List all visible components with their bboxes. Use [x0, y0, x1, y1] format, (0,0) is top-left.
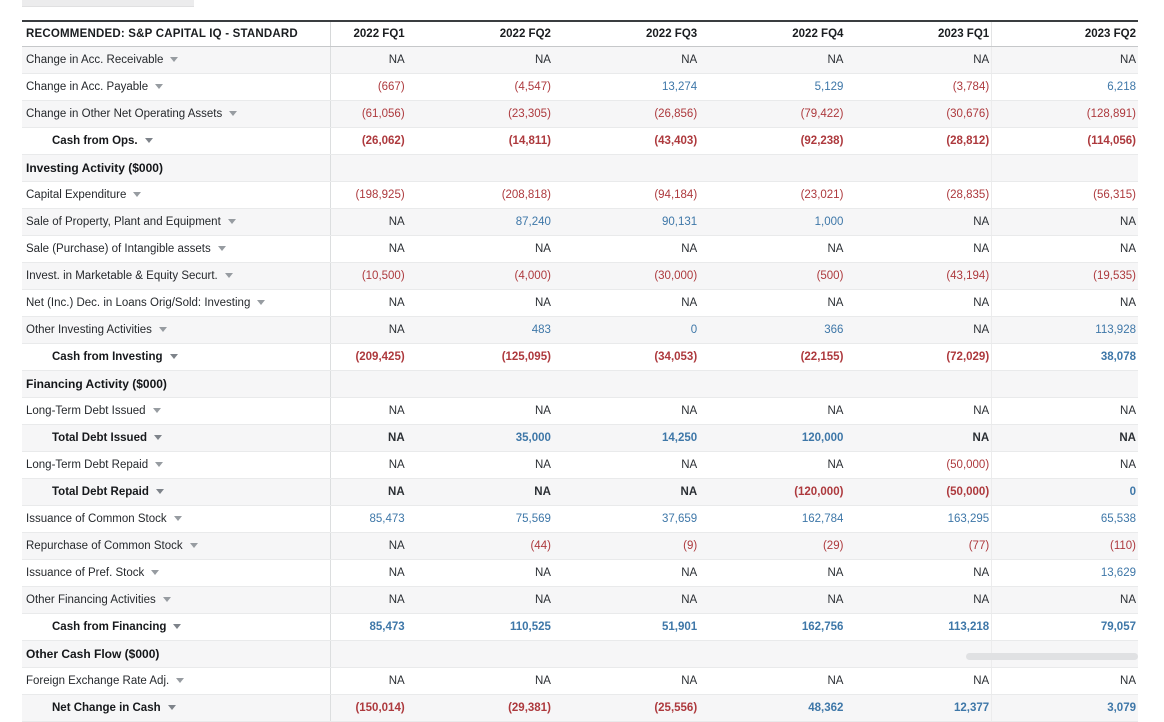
value-cell: NA: [699, 668, 845, 695]
value-cell: 163,295: [845, 506, 991, 533]
value-cell: [992, 371, 1138, 398]
column-header-2022-fq2: 2022 FQ2: [407, 21, 553, 47]
row-label: Net Change in Cash: [52, 702, 161, 714]
value-cell: 162,784: [699, 506, 845, 533]
row-label: Long-Term Debt Issued: [26, 405, 146, 417]
value-cell: (30,000): [553, 263, 699, 290]
value-cell: 113,928: [992, 317, 1138, 344]
row-label: Cash from Financing: [52, 621, 167, 633]
dropdown-caret-icon[interactable]: [163, 597, 171, 602]
dropdown-caret-icon[interactable]: [133, 192, 141, 197]
value-cell: NA: [845, 236, 991, 263]
row-label-cell: [22, 263, 331, 290]
value-cell: (198,925): [331, 182, 407, 209]
value-cell: (128,891): [992, 101, 1138, 128]
value-cell: NA: [331, 47, 407, 74]
table-row: [22, 533, 1138, 560]
row-label: Capital Expenditure: [26, 189, 127, 201]
dropdown-caret-icon[interactable]: [154, 435, 162, 440]
row-label-cell: [22, 533, 331, 560]
value-cell: (30,676): [845, 101, 991, 128]
row-label-cell: [22, 506, 331, 533]
row-label: Change in Acc. Receivable: [26, 54, 164, 66]
dropdown-caret-icon[interactable]: [153, 408, 161, 413]
value-cell: (150,014): [331, 695, 407, 722]
value-cell: [553, 155, 699, 182]
value-cell: (125,095): [407, 344, 553, 371]
column-header-2022-fq3: 2022 FQ3: [553, 21, 699, 47]
value-cell: 120,000: [699, 425, 845, 452]
value-cell: NA: [331, 425, 407, 452]
table-row: [22, 290, 1138, 317]
table-row: [22, 344, 1138, 371]
value-cell: NA: [331, 479, 407, 506]
row-label: Total Debt Issued: [52, 432, 147, 444]
row-label-cell: [22, 641, 331, 668]
financials-table: [22, 20, 1140, 722]
value-cell: NA: [699, 290, 845, 317]
row-label-cell: [22, 371, 331, 398]
value-cell: 5,129: [699, 74, 845, 101]
value-cell: (208,818): [407, 182, 553, 209]
value-cell: NA: [845, 560, 991, 587]
value-cell: NA: [699, 560, 845, 587]
value-cell: [699, 371, 845, 398]
row-label: Net (Inc.) Dec. in Loans Orig/Sold: Investing: [26, 297, 251, 309]
value-cell: 3,079: [992, 695, 1138, 722]
dropdown-caret-icon[interactable]: [228, 219, 236, 224]
value-cell: (92,238): [699, 128, 845, 155]
value-cell: (56,315): [992, 182, 1138, 209]
value-cell: [407, 641, 553, 668]
row-label-cell: [22, 128, 331, 155]
value-cell: NA: [992, 425, 1138, 452]
cropped-toolbar-edge: [22, 0, 194, 7]
horizontal-scrollbar-thumb[interactable]: [966, 653, 1138, 660]
dropdown-caret-icon[interactable]: [229, 111, 237, 116]
value-cell: (26,856): [553, 101, 699, 128]
value-cell: 79,057: [992, 614, 1138, 641]
dropdown-caret-icon[interactable]: [176, 678, 184, 683]
value-cell: (4,547): [407, 74, 553, 101]
row-label: Issuance of Common Stock: [26, 513, 167, 525]
header-row: [22, 21, 1138, 47]
value-cell: (114,056): [992, 128, 1138, 155]
dropdown-caret-icon[interactable]: [168, 705, 176, 710]
value-cell: NA: [331, 209, 407, 236]
value-cell: 0: [553, 317, 699, 344]
value-cell: NA: [331, 398, 407, 425]
value-cell: (79,422): [699, 101, 845, 128]
column-header-2022-fq1: 2022 FQ1: [331, 21, 407, 47]
value-cell: 85,473: [331, 506, 407, 533]
table-row: [22, 614, 1138, 641]
row-label: Other Cash Flow ($000): [26, 647, 160, 661]
value-cell: 90,131: [553, 209, 699, 236]
dropdown-caret-icon[interactable]: [159, 327, 167, 332]
value-cell: NA: [845, 587, 991, 614]
value-cell: NA: [331, 290, 407, 317]
value-cell: 65,538: [992, 506, 1138, 533]
value-cell: [553, 371, 699, 398]
value-cell: (94,184): [553, 182, 699, 209]
value-cell: (29): [699, 533, 845, 560]
row-label-cell: [22, 425, 331, 452]
value-cell: 35,000: [407, 425, 553, 452]
value-cell: NA: [845, 317, 991, 344]
table-row: [22, 182, 1138, 209]
value-cell: NA: [845, 425, 991, 452]
column-header-2023-fq2: 2023 FQ2: [992, 21, 1138, 47]
value-cell: NA: [699, 587, 845, 614]
value-cell: NA: [992, 209, 1138, 236]
row-label-cell: [22, 101, 331, 128]
value-cell: (50,000): [845, 452, 991, 479]
value-cell: 6,218: [992, 74, 1138, 101]
table-row: [22, 425, 1138, 452]
row-label-cell: [22, 560, 331, 587]
value-cell: NA: [699, 47, 845, 74]
value-cell: 13,274: [553, 74, 699, 101]
value-cell: (29,381): [407, 695, 553, 722]
value-cell: NA: [553, 452, 699, 479]
value-cell: NA: [553, 398, 699, 425]
row-label-cell: [22, 398, 331, 425]
table-row: [22, 317, 1138, 344]
value-cell: NA: [845, 209, 991, 236]
table-row: [22, 560, 1138, 587]
row-label: Cash from Ops.: [52, 135, 138, 147]
value-cell: [845, 155, 991, 182]
row-label-cell: [22, 614, 331, 641]
row-label-cell: [22, 344, 331, 371]
column-header-2022-fq4: 2022 FQ4: [699, 21, 845, 47]
value-cell: [331, 155, 407, 182]
value-cell: [699, 641, 845, 668]
section-header-row: [22, 155, 1138, 182]
table-row: [22, 128, 1138, 155]
row-label-cell: [22, 74, 331, 101]
table-row: [22, 236, 1138, 263]
row-label-cell: [22, 317, 331, 344]
value-cell: (22,155): [699, 344, 845, 371]
value-cell: [553, 641, 699, 668]
value-cell: (120,000): [699, 479, 845, 506]
value-cell: (77): [845, 533, 991, 560]
value-cell: 38,078: [992, 344, 1138, 371]
value-cell: NA: [553, 479, 699, 506]
value-cell: (23,305): [407, 101, 553, 128]
value-cell: NA: [845, 398, 991, 425]
value-cell: NA: [992, 587, 1138, 614]
dropdown-caret-icon[interactable]: [155, 84, 163, 89]
value-cell: NA: [407, 587, 553, 614]
row-label: Total Debt Repaid: [52, 486, 149, 498]
table-body: [22, 47, 1138, 722]
dropdown-caret-icon[interactable]: [257, 300, 265, 305]
row-label-cell: [22, 587, 331, 614]
value-cell: (28,835): [845, 182, 991, 209]
value-cell: [699, 155, 845, 182]
value-cell: 113,218: [845, 614, 991, 641]
row-label: Change in Other Net Operating Assets: [26, 108, 223, 120]
table-row: [22, 47, 1138, 74]
value-cell: (667): [331, 74, 407, 101]
table-row: [22, 695, 1138, 722]
table-row: [22, 398, 1138, 425]
row-label: Sale of Property, Plant and Equipment: [26, 216, 221, 228]
value-cell: 12,377: [845, 695, 991, 722]
value-cell: (10,500): [331, 263, 407, 290]
value-cell: NA: [553, 587, 699, 614]
value-cell: (61,056): [331, 101, 407, 128]
value-cell: [992, 155, 1138, 182]
table-row: [22, 74, 1138, 101]
value-cell: 14,250: [553, 425, 699, 452]
value-cell: NA: [407, 290, 553, 317]
table-row: [22, 209, 1138, 236]
dropdown-caret-icon[interactable]: [155, 462, 163, 467]
value-cell: (26,062): [331, 128, 407, 155]
value-cell: (23,021): [699, 182, 845, 209]
table-row: [22, 101, 1138, 128]
row-label-cell: [22, 209, 331, 236]
value-cell: [407, 371, 553, 398]
value-cell: NA: [331, 668, 407, 695]
dropdown-caret-icon[interactable]: [170, 57, 178, 62]
column-header-2023-fq1: 2023 FQ1: [845, 21, 991, 47]
value-cell: 483: [407, 317, 553, 344]
value-cell: NA: [331, 317, 407, 344]
row-label: Sale (Purchase) of Intangible assets: [26, 243, 211, 255]
value-cell: NA: [331, 236, 407, 263]
value-cell: (3,784): [845, 74, 991, 101]
cash-flow-table: [22, 20, 1138, 722]
row-label: Change in Acc. Payable: [26, 81, 149, 93]
row-label-cell: [22, 236, 331, 263]
value-cell: NA: [407, 398, 553, 425]
value-cell: 13,629: [992, 560, 1138, 587]
value-cell: NA: [553, 236, 699, 263]
value-cell: NA: [553, 668, 699, 695]
value-cell: (28,812): [845, 128, 991, 155]
value-cell: (43,194): [845, 263, 991, 290]
value-cell: NA: [331, 452, 407, 479]
value-cell: NA: [407, 47, 553, 74]
section-header-row: [22, 371, 1138, 398]
value-cell: NA: [699, 236, 845, 263]
dropdown-caret-icon[interactable]: [190, 543, 198, 548]
value-cell: NA: [331, 587, 407, 614]
row-label: Invest. in Marketable & Equity Securt.: [26, 270, 218, 282]
value-cell: (34,053): [553, 344, 699, 371]
value-cell: 37,659: [553, 506, 699, 533]
value-cell: NA: [992, 398, 1138, 425]
row-label-cell: [22, 47, 331, 74]
value-cell: (50,000): [845, 479, 991, 506]
value-cell: NA: [331, 560, 407, 587]
dropdown-caret-icon[interactable]: [173, 624, 181, 629]
value-cell: [331, 371, 407, 398]
value-cell: 85,473: [331, 614, 407, 641]
value-cell: 110,525: [407, 614, 553, 641]
dropdown-caret-icon[interactable]: [156, 489, 164, 494]
value-cell: (9): [553, 533, 699, 560]
row-label: Foreign Exchange Rate Adj.: [26, 675, 170, 687]
table-row: [22, 506, 1138, 533]
row-label: Other Investing Activities: [26, 324, 152, 336]
row-label: Financing Activity ($000): [26, 377, 167, 391]
value-cell: 48,362: [699, 695, 845, 722]
value-cell: [331, 641, 407, 668]
table-row: [22, 479, 1138, 506]
row-label: Long-Term Debt Repaid: [26, 459, 149, 471]
value-cell: NA: [553, 560, 699, 587]
value-cell: (4,000): [407, 263, 553, 290]
value-cell: NA: [407, 479, 553, 506]
value-cell: [407, 155, 553, 182]
value-cell: NA: [845, 668, 991, 695]
value-cell: NA: [553, 47, 699, 74]
row-label-cell: [22, 290, 331, 317]
value-cell: NA: [407, 668, 553, 695]
dropdown-caret-icon[interactable]: [174, 516, 182, 521]
value-cell: NA: [407, 452, 553, 479]
value-cell: 1,000: [699, 209, 845, 236]
value-cell: NA: [845, 47, 991, 74]
value-cell: (25,556): [553, 695, 699, 722]
value-cell: (14,811): [407, 128, 553, 155]
row-label-cell: [22, 182, 331, 209]
table-row: [22, 587, 1138, 614]
value-cell: NA: [553, 290, 699, 317]
value-cell: NA: [992, 47, 1138, 74]
value-cell: NA: [407, 236, 553, 263]
table-row: [22, 263, 1138, 290]
row-label: Investing Activity ($000): [26, 161, 163, 175]
value-cell: 162,756: [699, 614, 845, 641]
dropdown-caret-icon[interactable]: [218, 246, 226, 251]
row-label: Other Financing Activities: [26, 594, 156, 606]
table-row: [22, 452, 1138, 479]
value-cell: NA: [845, 290, 991, 317]
dropdown-caret-icon[interactable]: [151, 570, 159, 575]
value-cell: (19,535): [992, 263, 1138, 290]
value-cell: (44): [407, 533, 553, 560]
value-cell: (209,425): [331, 344, 407, 371]
row-label-cell: [22, 479, 331, 506]
row-label: Cash from Investing: [52, 351, 163, 363]
value-cell: 51,901: [553, 614, 699, 641]
row-label: Repurchase of Common Stock: [26, 540, 183, 552]
row-label-cell: [22, 695, 331, 722]
value-cell: NA: [992, 452, 1138, 479]
value-cell: NA: [407, 560, 553, 587]
value-cell: 87,240: [407, 209, 553, 236]
value-cell: 0: [992, 479, 1138, 506]
value-cell: NA: [699, 452, 845, 479]
value-cell: (500): [699, 263, 845, 290]
value-cell: [845, 371, 991, 398]
row-label: Issuance of Pref. Stock: [26, 567, 145, 579]
row-label-cell: [22, 155, 331, 182]
value-cell: (72,029): [845, 344, 991, 371]
template-title: RECOMMENDED: S&P CAPITAL IQ - STANDARD: [22, 21, 331, 47]
row-label-cell: [22, 452, 331, 479]
value-cell: (110): [992, 533, 1138, 560]
dropdown-caret-icon[interactable]: [225, 273, 233, 278]
value-cell: NA: [992, 668, 1138, 695]
value-cell: NA: [699, 398, 845, 425]
value-cell: NA: [992, 290, 1138, 317]
value-cell: 75,569: [407, 506, 553, 533]
value-cell: (43,403): [553, 128, 699, 155]
dropdown-caret-icon[interactable]: [145, 138, 153, 143]
value-cell: NA: [331, 533, 407, 560]
dropdown-caret-icon[interactable]: [170, 354, 178, 359]
value-cell: NA: [992, 236, 1138, 263]
value-cell: 366: [699, 317, 845, 344]
